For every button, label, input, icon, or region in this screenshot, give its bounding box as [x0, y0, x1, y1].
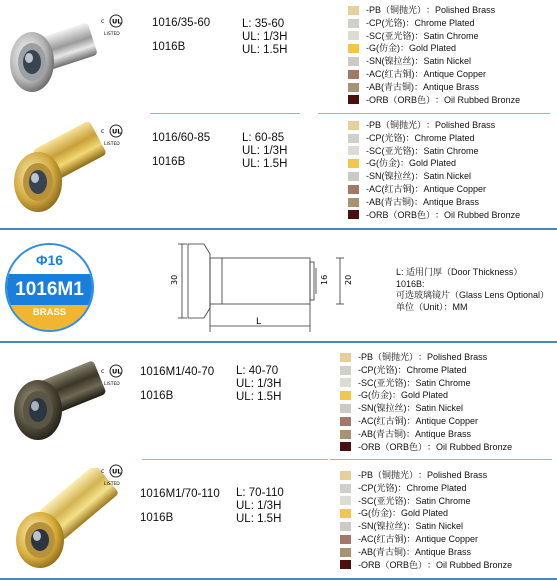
door-viewer-brass-image: [8, 122, 108, 223]
dim-16: 16: [320, 274, 329, 285]
divider: [330, 459, 552, 460]
finish-swatch: [348, 159, 359, 168]
product-model-1: 1016/35-60 1016B: [152, 17, 211, 53]
finish-g: -G (仿金) ： Gold Plated: [340, 389, 512, 402]
finish-swatch: [340, 522, 351, 531]
finish-swatch: [340, 366, 351, 375]
finish-swatch: [340, 391, 351, 400]
finish-sc: -SC (亚光铬) ： Satin Chrome: [340, 377, 512, 390]
ul-listed-logo: [101, 363, 129, 389]
finish-swatch: [340, 560, 351, 569]
finish-ac: -AC (红古铜) ： Antique Copper: [340, 415, 512, 428]
finish-pb: -PB （铜抛光） ： Polished Brass: [340, 469, 512, 482]
svg-text:LISTED: LISTED: [104, 382, 120, 387]
badge-model: 1016M1: [7, 274, 92, 305]
finish-g: -G (仿金) ： Gold Plated: [348, 157, 520, 170]
finish-g: -G (仿金) ： Gold Plated: [340, 507, 512, 520]
technical-drawing: [160, 236, 360, 341]
finish-swatch: [348, 57, 359, 66]
finish-swatch: [348, 95, 359, 104]
ul-listed-logo: [101, 463, 129, 489]
finish-sc: -SC (亚光铬) ： Satin Chrome: [340, 495, 512, 508]
finish-swatch: [340, 353, 351, 362]
finish-ab: -AB (青古铜) ： Antique Brass: [348, 196, 520, 209]
product-specs-1: L: 35-60 UL: 1/3H UL: 1.5H: [242, 18, 288, 56]
finish-swatch: [348, 121, 359, 130]
svg-text:LISTED: LISTED: [104, 482, 120, 487]
finish-swatch: [340, 430, 351, 439]
ul-listed-logo: [101, 123, 129, 149]
finish-swatch: [348, 172, 359, 181]
finish-ab: -AB (青古铜) ： Antique Brass: [348, 81, 520, 94]
finish-swatch: [340, 442, 351, 451]
finish-cp: -CP (光铬) ： Chrome Plated: [348, 132, 520, 145]
finish-swatch: [340, 535, 351, 544]
divider: [318, 113, 550, 114]
finish-sn: -SN (镍拉丝) ： Satin Nickel: [348, 170, 520, 183]
finish-swatch: [348, 185, 359, 194]
finish-swatch: [348, 6, 359, 15]
product-specs-2: L: 60-85 UL: 1/3H UL: 1.5H: [242, 132, 288, 170]
finish-ac: -AC (红古铜) ： Antique Copper: [340, 533, 512, 546]
finish-list-2: [348, 119, 520, 221]
svg-text:UL: UL: [112, 127, 122, 136]
finish-pb: -PB （铜抛光） ： Polished Brass: [348, 4, 520, 17]
dim-L: L: [256, 317, 262, 327]
finish-swatch: [348, 146, 359, 155]
finish-cp: -CP (光铬) ： Chrome Plated: [340, 364, 512, 377]
finish-ac: -AC (红古铜) ： Antique Copper: [348, 183, 520, 196]
finish-sn: -SN (镍拉丝) ： Satin Nickel: [340, 402, 512, 415]
badge-diameter: Φ16: [7, 245, 92, 274]
section-divider: [0, 228, 557, 230]
door-viewer-chrome-image: [8, 14, 105, 105]
finish-swatch: [340, 496, 351, 505]
finish-swatch: [348, 70, 359, 79]
finish-swatch: [340, 548, 351, 557]
finish-orb: -ORB （ORB色） ： Oil Rubbed Bronze: [348, 209, 520, 222]
svg-text:c: c: [101, 368, 105, 375]
door-viewer-bronze-image: [8, 360, 108, 451]
dimension-legend: L: 适用门厚（Door Thickness） 1016B: 可选玻璃镜片（Glass Lens Optional） 单位（Unit）：MM: [396, 267, 550, 312]
finish-swatch: [340, 417, 351, 426]
product-model-4: 1016M1/70-110 1016B: [140, 488, 220, 524]
finish-list-4: [340, 469, 512, 571]
finish-sn: -SN (镍拉丝) ： Satin Nickel: [340, 520, 512, 533]
svg-text:LISTED: LISTED: [104, 142, 120, 147]
finish-swatch: [340, 471, 351, 480]
finish-list-1: [348, 4, 520, 106]
finish-swatch: [340, 509, 351, 518]
finish-swatch: [340, 484, 351, 493]
svg-text:c: c: [101, 468, 105, 475]
finish-swatch: [348, 210, 359, 219]
svg-text:c: c: [101, 128, 105, 135]
finish-pb: -PB （铜抛光） ： Polished Brass: [340, 351, 512, 364]
finish-orb: -ORB （ORB色） ： Oil Rubbed Bronze: [348, 94, 520, 107]
svg-text:LISTED: LISTED: [104, 32, 120, 37]
product-specs-4: L: 70-110 UL: 1/3H UL: 1.5H: [236, 487, 284, 525]
divider: [142, 459, 328, 460]
dim-20: 20: [344, 274, 353, 285]
model-badge: [5, 243, 94, 332]
finish-orb: -ORB （ORB色） ： Oil Rubbed Bronze: [340, 559, 512, 572]
finish-swatch: [340, 378, 351, 387]
finish-swatch: [348, 31, 359, 40]
ul-listed-logo: [101, 13, 129, 39]
svg-text:c: c: [101, 18, 105, 25]
finish-swatch: [348, 19, 359, 28]
finish-sc: -SC (亚光铬) ： Satin Chrome: [348, 145, 520, 158]
dim-30: 30: [170, 274, 179, 285]
finish-swatch: [348, 198, 359, 207]
finish-swatch: [348, 134, 359, 143]
section-divider: [0, 341, 557, 343]
svg-text:UL: UL: [112, 17, 122, 26]
finish-cp: -CP (光铬) ： Chrome Plated: [348, 17, 520, 30]
badge-material: BRASS: [7, 305, 92, 330]
finish-sn: -SN (镍拉丝) ： Satin Nickel: [348, 55, 520, 68]
finish-orb: -ORB （ORB色） ： Oil Rubbed Bronze: [340, 441, 512, 454]
finish-list-3: [340, 351, 512, 453]
finish-sc: -SC (亚光铬) ： Satin Chrome: [348, 30, 520, 43]
finish-ac: -AC (红古铜) ： Antique Copper: [348, 68, 520, 81]
finish-swatch: [348, 44, 359, 53]
svg-text:UL: UL: [112, 467, 122, 476]
finish-cp: -CP (光铬) ： Chrome Plated: [340, 482, 512, 495]
finish-g: -G (仿金) ： Gold Plated: [348, 42, 520, 55]
finish-ab: -AB (青古铜) ： Antique Brass: [340, 546, 512, 559]
finish-swatch: [348, 83, 359, 92]
finish-ab: -AB (青古铜) ： Antique Brass: [340, 428, 512, 441]
product-specs-3: L: 40-70 UL: 1/3H UL: 1.5H: [236, 365, 282, 403]
finish-swatch: [340, 404, 351, 413]
finish-pb: -PB （铜抛光） ： Polished Brass: [348, 119, 520, 132]
svg-text:UL: UL: [112, 367, 122, 376]
divider: [150, 113, 300, 114]
product-model-2: 1016/60-85 1016B: [152, 132, 211, 168]
product-model-3: 1016M1/40-70 1016B: [140, 366, 215, 402]
